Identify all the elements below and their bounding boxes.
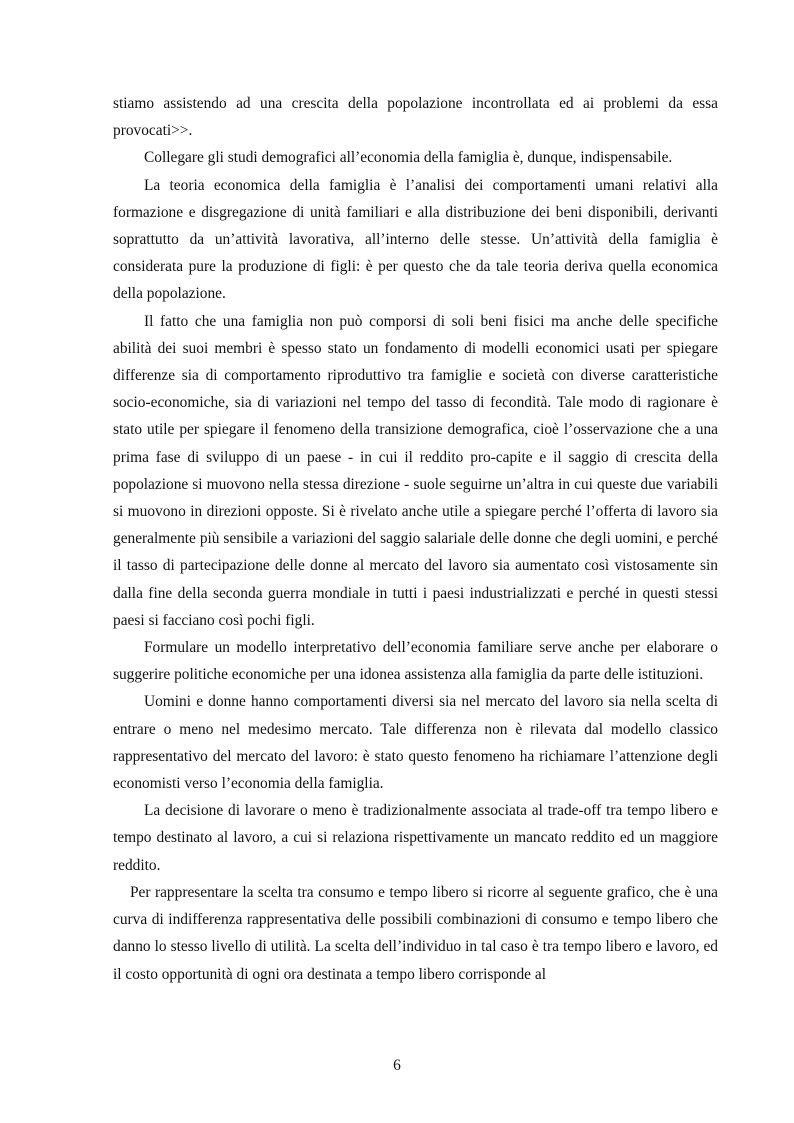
paragraph-work-decision: La decisione di lavorare o meno è tradizionalmente associata al trade-off tra tempo libero e tempo destinato al lavoro, a cui si relaziona rispettivamente un mancato reddito ed un maggiore reddito. <box>113 802 718 874</box>
paragraph-demographic-studies: Collegare gli studi demografici all’economia della famiglia è, dunque, indispensabile. <box>144 149 673 167</box>
paragraph-indifference-curve: Per rappresentare la scelta tra consumo e tempo libero si ricorre al seguente grafico, che è una curva di indifferenza rappresentativa delle possibili combinazioni di consumo e tempo libero che danno lo stesso livello di utilità. La scelta dell’individuo in tal caso è tra tempo libero e lavoro, ed il costo opportunità di ogni ora destinata a tempo libero corrisponde al <box>113 883 718 983</box>
paragraph-interpretive-model: Formulare un modello interpretativo dell’economia familiare serve anche per elaborare o suggerire politiche economiche per una idonea assistenza alla famiglia da parte delle istituzioni. <box>113 639 718 684</box>
paragraph-men-women-labor: Uomini e donne hanno comportamenti diversi sia nel mercato del lavoro sia nella scelta di entrare o meno nel medesimo mercato. Tale differenza non è rilevata dal modello classico rappresentativo del mercato del lavoro: è stato questo fenomeno ha richiamare l’attenzione degli economisti verso l’economia della famiglia. <box>113 693 718 793</box>
paragraph-family-abilities: Il fatto che una famiglia non può comporsi di soli beni fisici ma anche delle specifiche abilità dei suoi membri è spesso stato un fondamento di modelli economici usati per spiegare differenze sia di comportamento riproduttivo tra famiglie e società con diverse caratteristiche socio-economiche, sia di variazioni nel tempo del tasso di fecondità. Tale modo di ragionare è stato utile per spiegare il fenomeno della transizione demografica, cioè l’osservazione che a una prima fase di sviluppo di un paese - in cui il reddito pro-capite e il saggio di crescita della popolazione si muovono nella stessa direzione - suole seguirne un’altra in cui queste due variabili si muovono in direzioni opposte. Si è rivelato anche utile a spiegare perché l’offerta di lavoro sia generalmente più sensibile a variazioni del saggio salariale delle donne che degli uomini, e perché il tasso di partecipazione delle donne al mercato del lavoro sia aumentato così vistosamente sin dalla fine della seconda guerra mondiale in tutti i paesi industrializzati e perché in questi stessi paesi si facciano così pochi figli. <box>113 312 718 629</box>
page-number: 6 <box>393 1057 401 1074</box>
paragraph-family-economic-theory: La teoria economica della famiglia è l’analisi dei comportamenti umani relativi alla formazione e disgregazione di unità familiari e alla distribuzione dei beni disponibili, derivanti soprattutto da un’attività lavorativa, all’interno delle stesse. Un’attività della famiglia è considerata pure la produzione di figli: è per questo che da tale teoria deriva quella economica della popolazione. <box>113 176 718 303</box>
page-body <box>113 90 718 988</box>
paragraph-continuation: stiamo assistendo ad una crescita della popolazione incontrollata ed ai problemi da essa provocati>>. <box>113 95 718 140</box>
